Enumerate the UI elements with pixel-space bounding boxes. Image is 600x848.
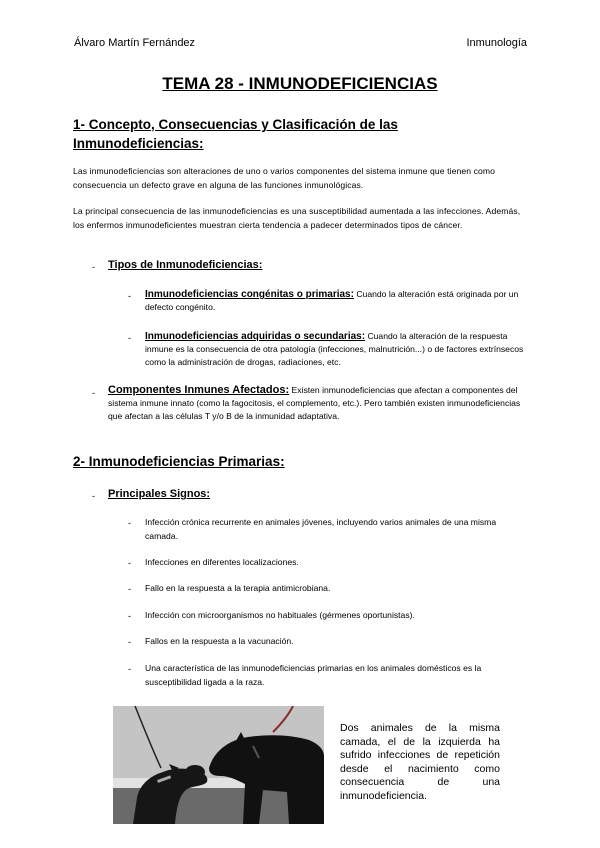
bullet-dash: - <box>128 291 131 301</box>
adquiridas-item <box>145 330 530 369</box>
componentes-item <box>108 384 528 423</box>
congenitas-label: Inmunodeficiencias congénitas o primarias: <box>145 289 354 300</box>
congenitas-item <box>145 288 530 314</box>
section2-heading: 2- Inmunodeficiencias Primarias: <box>73 454 285 469</box>
header-subject: Inmunología <box>466 37 527 49</box>
paragraph-definition: Las inmunodeficiencias son alteraciones de uno o varios componentes del sistema inmune que tienen como consecuencia un defecto grave en alguna de las funciones inmunológicas. <box>73 166 495 190</box>
congenitas-text: Cuando la alteración está originada por un defecto congénito. <box>145 289 519 312</box>
dogs-illustration <box>113 706 324 824</box>
photo-caption: Dos animales de la misma camada, el de la izquierda ha sufrido infecciones de repetición desde el nacimiento como consecuencia de una inmunodeficiencia. <box>340 722 500 802</box>
bullet-dash: - <box>128 611 131 621</box>
dogs-photo <box>113 706 324 824</box>
tipos-heading: Tipos de Inmunodeficiencias: <box>108 259 263 271</box>
bullet-dash: - <box>92 262 95 272</box>
header-author: Álvaro Martín Fernández <box>74 37 196 49</box>
section1-heading-line1: 1- Concepto, Consecuencias y Clasificación de las <box>73 117 398 132</box>
paragraph-consequence: La principal consecuencia de las inmunodeficiencias es una susceptibilidad aumentada a las infecciones. Además, los enfermos inmunodeficientes muestran cierta tendencia a padecer determinados tipos de cáncer. <box>73 206 521 230</box>
adquiridas-text: Cuando la alteración de la respuesta inmune es la consecuencia de otra patología (infecciones, malnutrición...) o de factores extrínsecos como la administración de drogas, radiaciones, etc. <box>145 331 524 367</box>
bullet-dash: - <box>92 388 95 398</box>
bullet-dash: - <box>128 333 131 343</box>
componentes-label: Componentes Inmunes Afectados: <box>108 384 290 396</box>
bullet-dash: - <box>92 491 95 501</box>
adquiridas-label: Inmunodeficiencias adquiridas o secundarias: <box>145 331 366 342</box>
bullet-dash: - <box>128 584 131 594</box>
signo-item: Infección con microorganismos no habituales (gérmenes oportunistas). <box>145 610 415 620</box>
signo-item: Infecciones en diferentes localizaciones. <box>145 557 299 567</box>
signo-item: Fallos en la respuesta a la vacunación. <box>145 636 294 646</box>
signo-item: Fallo en la respuesta a la terapia antimicrobiana. <box>145 583 331 593</box>
bullet-dash: - <box>128 558 131 568</box>
signo-item: Infección crónica recurrente en animales jóvenes, incluyendo varios animales de una misma camada. <box>145 517 497 541</box>
section1-heading <box>73 115 398 153</box>
section1-heading-line2: Inmunodeficiencias: <box>73 136 204 151</box>
signos-heading: Principales Signos: <box>108 488 211 500</box>
componentes-text: Existen inmunodeficiencias que afectan a componentes del sistema inmune innato (como la fagocitosis, el complemento, etc.). Pero también existen inmunodeficiencias que afectan a las células T y/o B de la inmunidad adaptativa. <box>108 385 521 421</box>
bullet-dash: - <box>128 664 131 674</box>
signo-item: Una característica de las inmunodeficiencias primarias en los animales domésticos es la susceptibilidad ligada a la raza. <box>145 663 482 687</box>
page-title: TEMA 28 - INMUNODEFICIENCIAS <box>162 74 438 93</box>
bullet-dash: - <box>128 637 131 647</box>
bullet-dash: - <box>128 518 131 528</box>
